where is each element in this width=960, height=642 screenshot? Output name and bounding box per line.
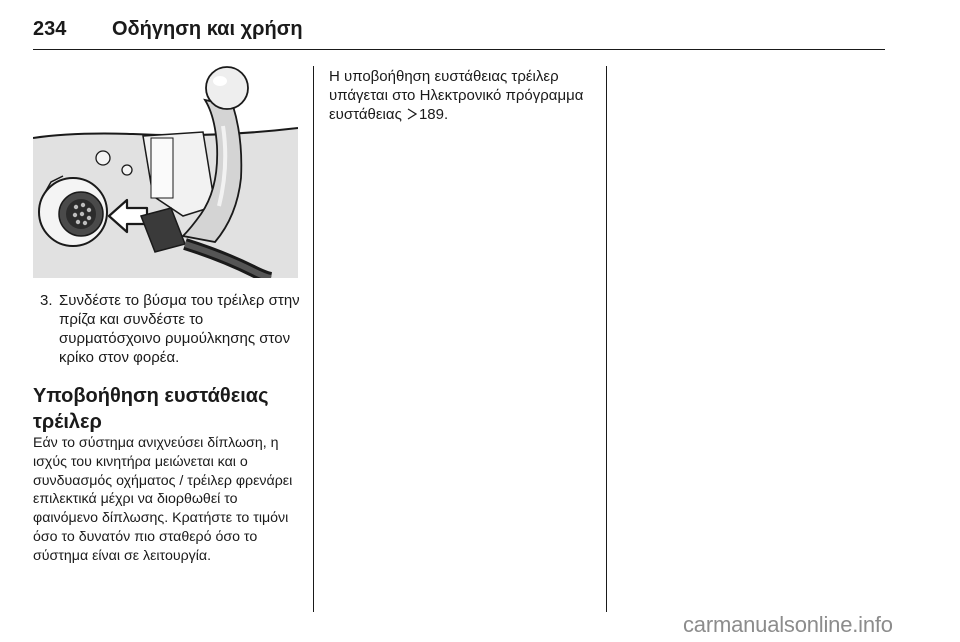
subsection-heading: Υποβοήθηση ευστάθειας τρέιλερ [33,385,269,433]
page-reference-arrow-icon [407,108,417,120]
section-title: Οδήγηση και χρήση [112,18,303,40]
page-number: 234 [33,18,67,40]
reference-page: 189. [418,106,449,123]
watermark: carmanualsonline.info [683,612,893,637]
towbar-socket-illustration [33,66,298,278]
step-number: 3. [40,292,53,309]
header-rule [33,49,885,50]
page-header [33,12,885,52]
step-text: Συνδέστε το βύσμα του τρέιλερ στην πρίζα και συνδέστε το συρματόσχοινο ρυμούλκησης στον κρίκο στον φορέα. [59,292,300,366]
column-divider-2 [606,66,607,612]
right-column-text [329,67,599,124]
reference-text: Η υποβοήθηση ευστάθειας τρέιλερ υπάγεται στο Ηλεκτρονικό πρόγραμμα ευστάθειας [329,68,584,123]
subsection-body: Εάν το σύστημα ανιχνεύσει δίπλωση, η ισχύς του κινητήρα μειώνεται και ο συνδυασμός οχήματος / τρέιλερ φρενάρει επιλεκτικά μέχρι να διορθωθεί το φαινόμενο δίπλωσης. Κρατήστε το τιμόνι όσο το δυνατόν πιο σταθερό όσο το σύστημα είναι σε λειτουργία. [33,435,293,564]
column-divider-1 [313,66,314,612]
